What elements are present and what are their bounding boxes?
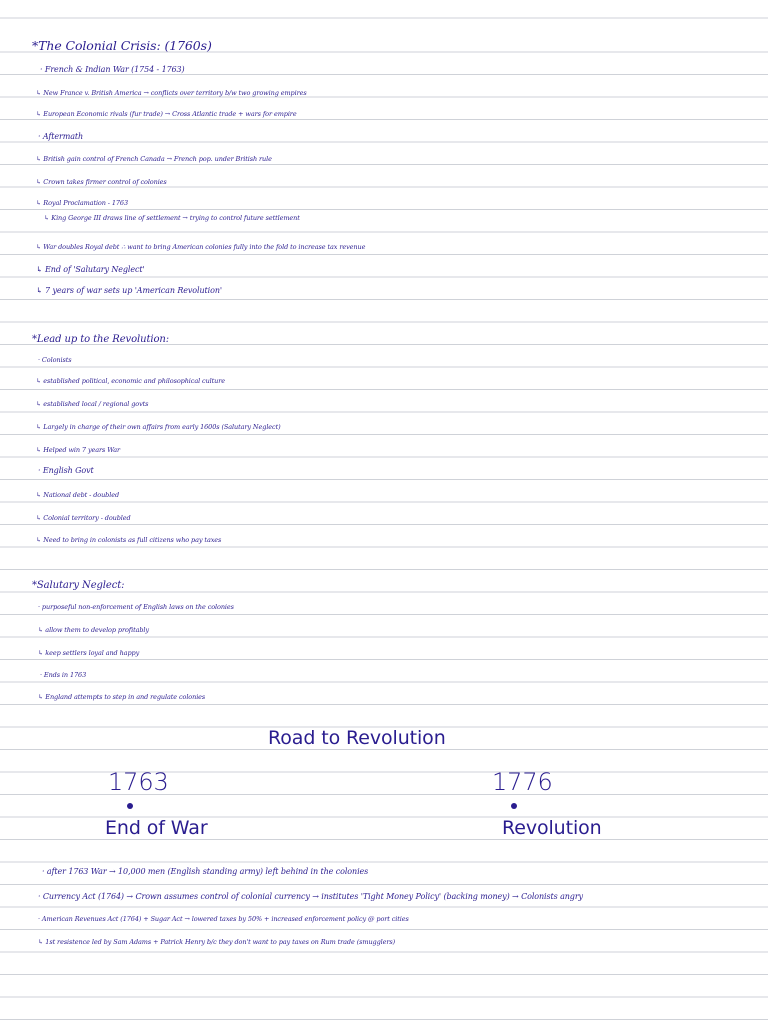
- note-line: ↳ British gain control of French Canada → French pop. under British rule: [36, 155, 272, 163]
- note-line: ↳ established local / regional govts: [36, 400, 149, 408]
- note-line: ↳ End of 'Salutary Neglect': [36, 265, 145, 274]
- note-line: ↳ King George III draws line of settlement → trying to control future settlement: [44, 214, 300, 222]
- timeline-start-dot: [127, 803, 133, 809]
- note-line: · Aftermath: [38, 132, 84, 141]
- timeline-end-dot: [511, 803, 517, 809]
- note-line: ↳ keep settlers loyal and happy: [38, 649, 140, 657]
- note-line: ↳ England attempts to step in and regulate colonies: [38, 693, 206, 701]
- note-line: ↳ War doubles Royal debt ∴ want to bring American colonies fully into the fold to increase tax revenue: [36, 243, 366, 251]
- timeline-end-year: 1776: [492, 768, 553, 796]
- note-line: · after 1763 War → 10,000 men (English standing army) left behind in the colonies: [42, 867, 369, 876]
- note-line: ↳ Crown takes firmer control of colonies: [36, 178, 167, 186]
- heading-lead-up: *Lead up to the Revolution:: [32, 334, 169, 345]
- note-line: ↳ 7 years of war sets up 'American Revolution': [36, 286, 222, 295]
- heading-colonial-crisis: *The Colonial Crisis: (1760s): [32, 38, 212, 53]
- timeline-end-label: Revolution: [502, 817, 602, 839]
- note-line: · purposeful non-enforcement of English laws on the colonies: [38, 603, 234, 611]
- heading-salutary-neglect: *Salutary Neglect:: [32, 580, 125, 591]
- note-line: ↳ National debt - doubled: [36, 491, 120, 499]
- timeline-start-label: End of War: [105, 817, 208, 839]
- note-line: ↳ New France v. British America → conflicts over territory b/w two growing empires: [36, 89, 307, 97]
- note-line: · Colonists: [38, 356, 72, 364]
- note-line: · Currency Act (1764) → Crown assumes control of colonial currency → institutes 'Tight Money Policy' (backing money) → Colonists angry: [38, 892, 583, 901]
- note-line: ↳ Royal Proclamation - 1763: [36, 199, 129, 207]
- note-line: · French & Indian War (1754 - 1763): [40, 65, 185, 74]
- note-line: ↳ Largely in charge of their own affairs from early 1600s (Salutary Neglect): [36, 423, 281, 431]
- note-line: ↳ Helped win 7 years War: [36, 446, 121, 454]
- note-line: · American Revenues Act (1764) + Sugar Act → lowered taxes by 50% + increased enforcement policy @ port cities: [38, 915, 409, 923]
- note-line: ↳ allow them to develop profitably: [38, 626, 149, 634]
- note-line: ↳ European Economic rivals (fur trade) → Cross Atlantic trade + wars for empire: [36, 110, 297, 118]
- note-line: · English Govt: [38, 466, 94, 475]
- note-line: ↳ Need to bring in colonists as full citizens who pay taxes: [36, 536, 222, 544]
- note-line: ↳ 1st resistence led by Sam Adams + Patrick Henry b/c they don't want to pay taxes on Rum trade (smugglers): [38, 938, 396, 946]
- note-line: ↳ established political, economic and philosophical culture: [36, 377, 225, 385]
- note-line: · Ends in 1763: [40, 671, 87, 679]
- timeline-start-year: 1763: [108, 768, 169, 796]
- note-line: ↳ Colonial territory - doubled: [36, 514, 131, 522]
- timeline-title: Road to Revolution: [268, 727, 446, 749]
